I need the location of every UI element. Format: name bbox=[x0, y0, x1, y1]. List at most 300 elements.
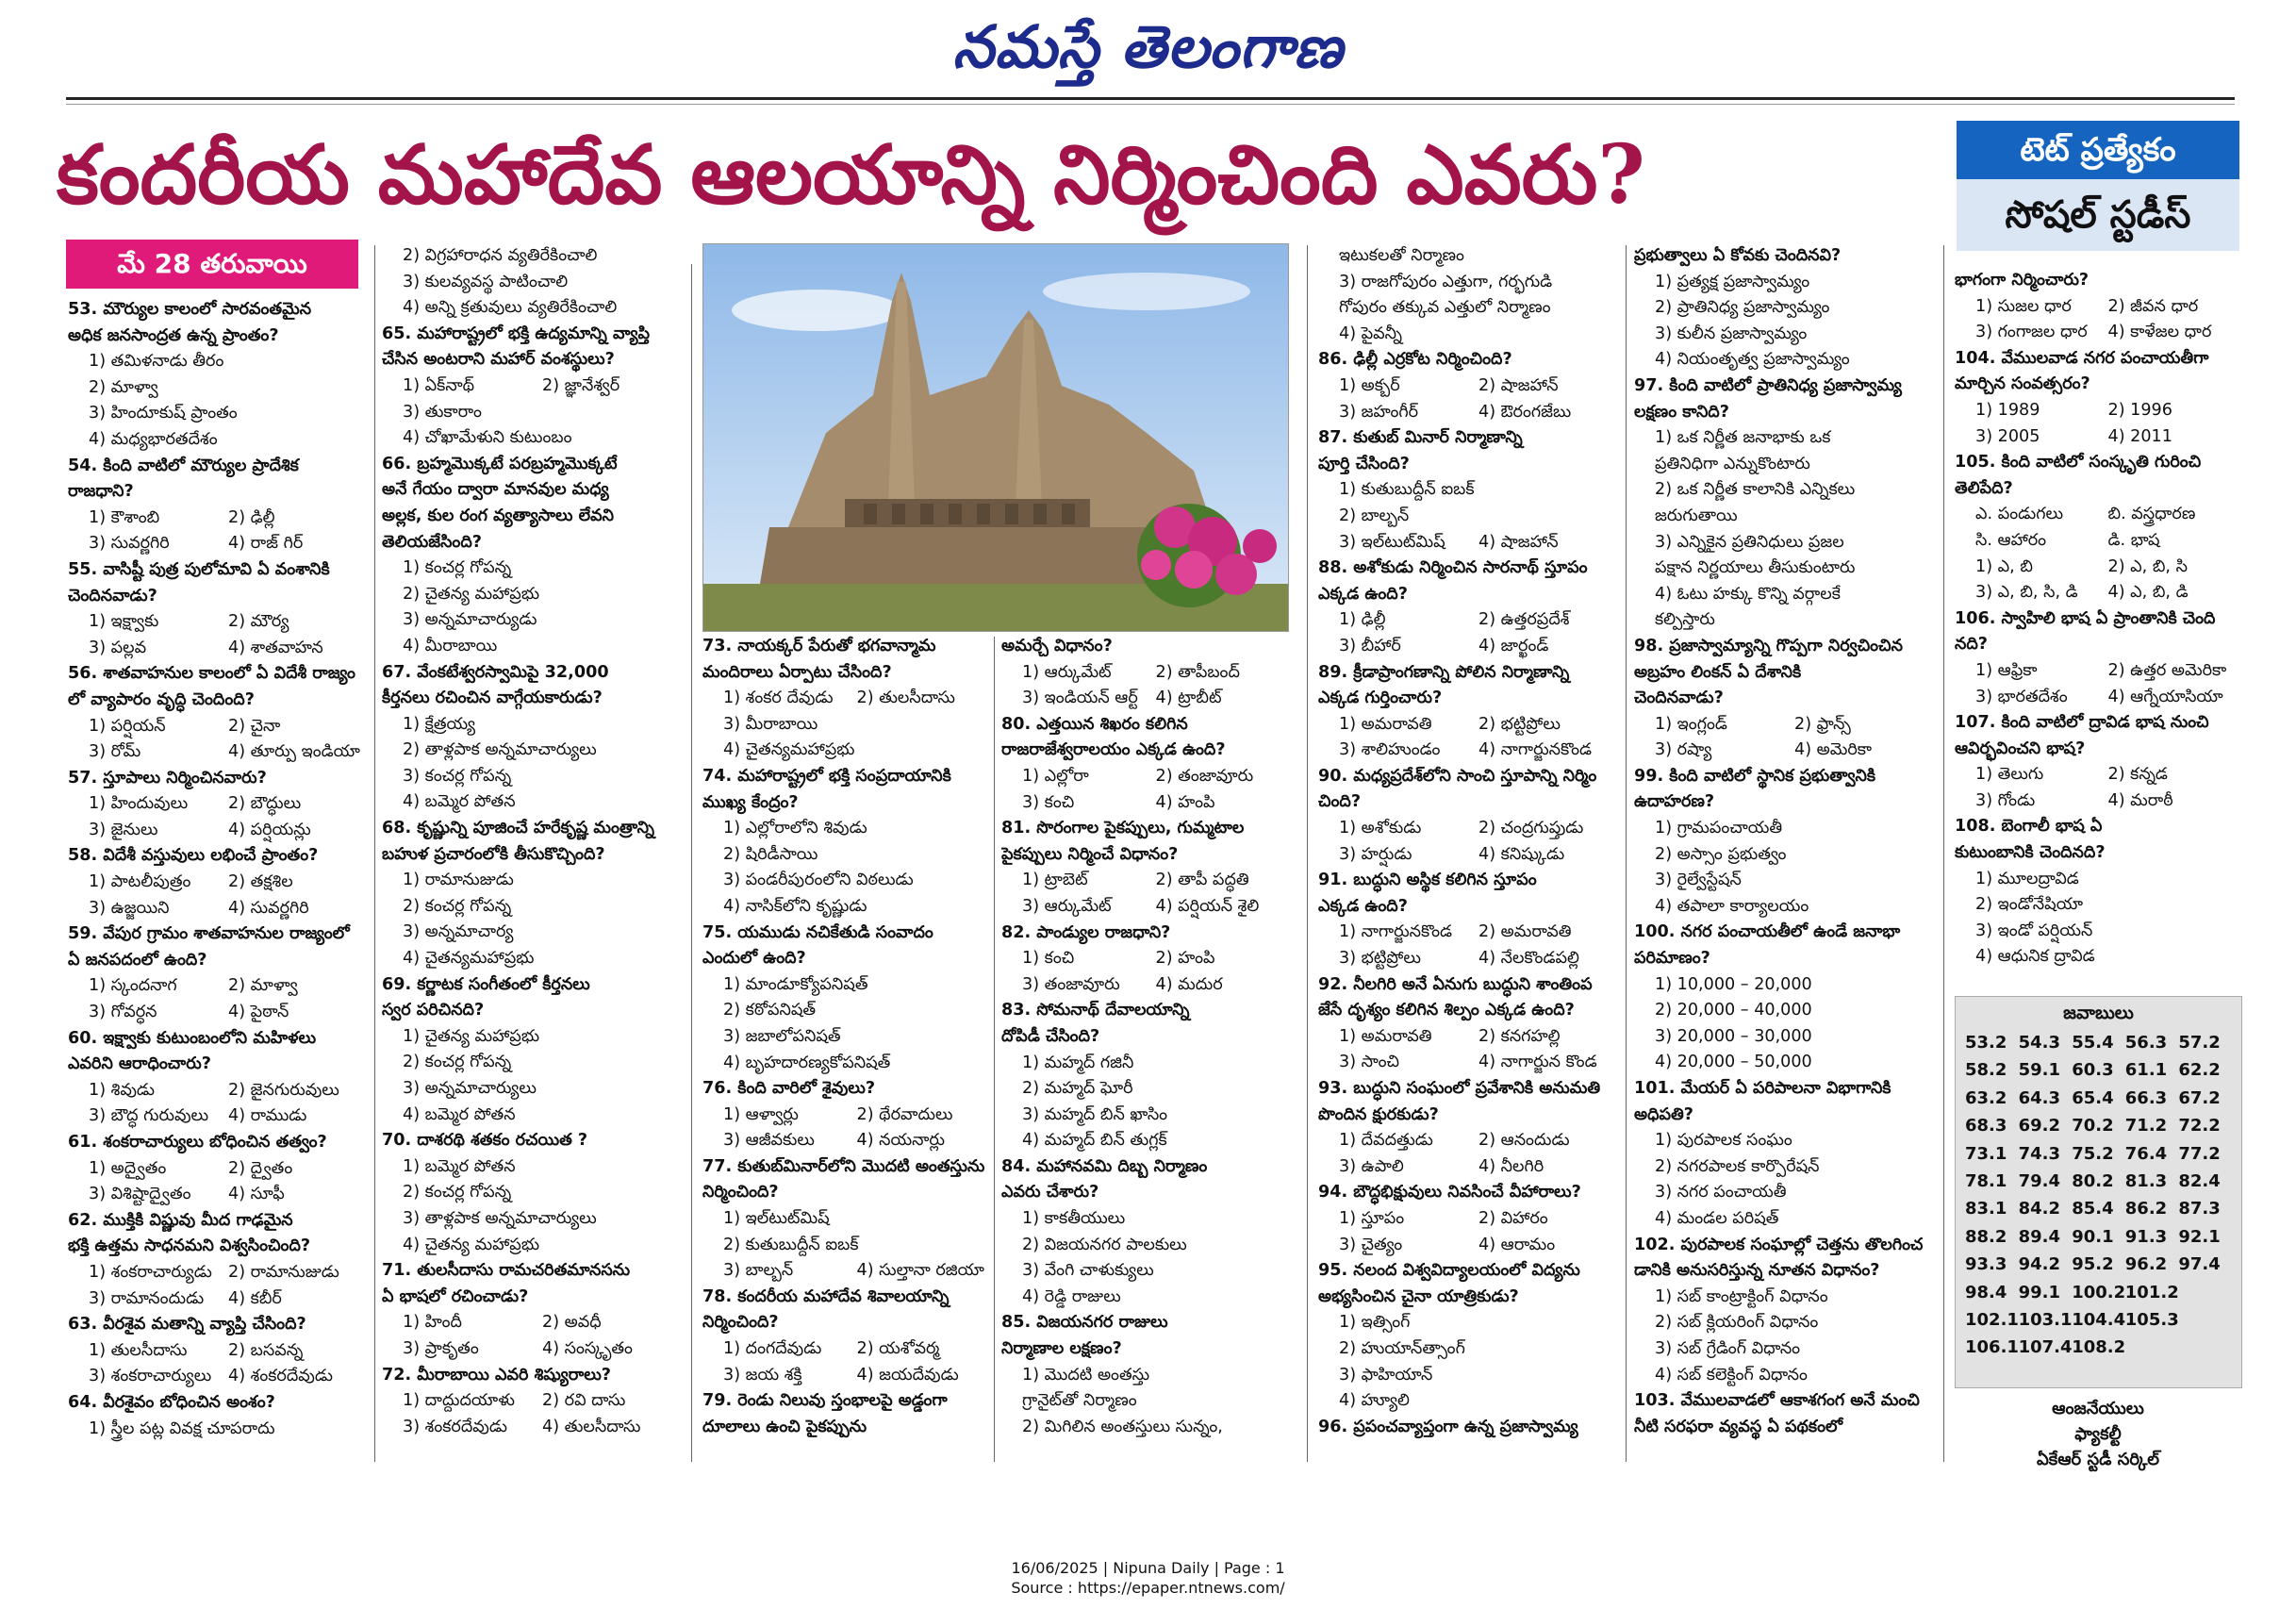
option-text: 1) గ్రామపంచాయతీ bbox=[1655, 819, 1783, 838]
option-text: 3) మీరాబాయి bbox=[723, 714, 818, 734]
option-text: 2) మాళ్వా bbox=[228, 976, 298, 996]
option-pair bbox=[1001, 972, 1289, 999]
option-text: ఇటుకలతో నిర్మాణం bbox=[1339, 246, 1464, 265]
option-pair bbox=[702, 1128, 990, 1154]
question-text: ప్రభుత్వాలు ఏ కోవకు చెందినవి? bbox=[1634, 246, 1842, 265]
question-text: ఏ జనపదంలో ఉంది? bbox=[68, 950, 207, 970]
option-text: 4) హ్యూలి bbox=[1339, 1391, 1410, 1411]
answer-cell: 58.2 bbox=[1965, 1060, 2007, 1081]
option-pair bbox=[1318, 816, 1618, 842]
option-text: 1) 1989 bbox=[1975, 400, 2040, 420]
answer-cell: 102.1 bbox=[1965, 1310, 2019, 1331]
option-text: 3) భారతదేశం bbox=[1975, 687, 2068, 706]
option-text: 4) చోఖామేళుని కుటుంబం bbox=[403, 428, 572, 448]
option-pair bbox=[1955, 658, 2240, 685]
option-text: జరుగుతాయి bbox=[1655, 506, 1738, 525]
option-text: 1) రామానుజుడు bbox=[403, 871, 514, 890]
option-text: 2) ఫ్రాన్స్ bbox=[1794, 714, 1851, 734]
option-text: 2) చైనా bbox=[228, 716, 281, 736]
answer-cell: 88.2 bbox=[1965, 1226, 2007, 1247]
question-text: 53. మౌర్యుల కాలంలో సారవంతమైన bbox=[68, 300, 312, 319]
option-text: 4) జయదేవుడు bbox=[856, 1365, 959, 1385]
question-text: ఎక్కడ గుర్తించారు? bbox=[1318, 688, 1443, 708]
answer-cell: 92.1 bbox=[2178, 1226, 2221, 1247]
option-text: 1) కౌశాంబి bbox=[89, 507, 160, 527]
question-text: భాగంగా నిర్మించారు? bbox=[1955, 271, 2090, 290]
answer-cell: 98.4 bbox=[1965, 1282, 2007, 1302]
option-pair bbox=[1955, 424, 2240, 451]
option-text: 2) రామానుజుడు bbox=[228, 1262, 339, 1282]
option-text: 3) బీహార్ bbox=[1339, 636, 1401, 655]
option-text: 1) మొదటి అంతస్తు bbox=[1022, 1365, 1150, 1385]
option-text: 2) అవధీ bbox=[542, 1313, 602, 1333]
option-text: 4) సుల్తానా రజియా bbox=[856, 1261, 984, 1281]
option-text: 4) తులసీదాసు bbox=[542, 1417, 641, 1436]
option-text: 2) తక్షశిల bbox=[228, 872, 293, 892]
option-text: 1) పర్షియన్ bbox=[89, 716, 166, 736]
option-text: 3) విశిష్టాద్వైతం bbox=[89, 1185, 191, 1204]
answer-cell: 77.2 bbox=[2178, 1143, 2221, 1164]
option-text: 4) చైతన్యమహాప్రభు bbox=[403, 949, 535, 969]
option-pair bbox=[1318, 1154, 1618, 1181]
option-text: 2) విజయనగర పాలకులు bbox=[1022, 1235, 1187, 1254]
option-pair bbox=[382, 1415, 682, 1441]
answer-cell: 82.4 bbox=[2178, 1171, 2221, 1192]
option-text: 4) సువర్ణగిరి bbox=[228, 898, 309, 918]
answer-cell: 59.1 bbox=[2018, 1060, 2061, 1081]
option-pair bbox=[1318, 1050, 1618, 1076]
option-text: ప్రతినిధిగా ఎన్నుకొంటారు bbox=[1655, 454, 1810, 473]
option-text: 4) షాజహాన్ bbox=[1478, 532, 1559, 552]
option-text: 2) ఢిల్లీ bbox=[228, 507, 275, 527]
question-text: నీటి సరఫరా వ్యవస్థ ఏ పథకంలో bbox=[1634, 1417, 1843, 1436]
option-text: 1) మాండూక్యోపనిషత్ bbox=[723, 974, 868, 994]
option-text: 3) నగర పంచాయతీ bbox=[1655, 1183, 1787, 1203]
option-text: 2) రవి దాసు bbox=[542, 1391, 626, 1411]
option-pair bbox=[1318, 920, 1618, 946]
question-text: ఉదాహరణ? bbox=[1634, 792, 1715, 812]
question-text: చేసిన అంటరాని మహార్ వంశస్థులు? bbox=[382, 350, 615, 370]
option-text: 2) చంద్రగుప్తుడు bbox=[1478, 819, 1584, 838]
question-text: 56. శాతవాహనుల కాలంలో ఏ విదేశీ రాజ్యం bbox=[68, 664, 355, 684]
option-text: 3) జహంగీర్ bbox=[1339, 402, 1419, 422]
answer-cell: 94.2 bbox=[2018, 1254, 2061, 1275]
option-text: 4) రాజ్ గిర్ bbox=[228, 534, 304, 554]
option-pair bbox=[1955, 528, 2240, 555]
answer-cell: 53.2 bbox=[1965, 1033, 2007, 1053]
option-text: 2) సబ్ క్లియరింగ్ విధానం bbox=[1655, 1313, 1819, 1333]
question-text: 78. కందరీయ మహాదేవ శివాలయాన్ని bbox=[702, 1286, 950, 1306]
answer-row bbox=[1965, 1029, 2232, 1056]
option-text: 4) రాముడు bbox=[228, 1106, 307, 1126]
question-text: అబ్రహం లింకన్ ఏ దేశానికి bbox=[1634, 662, 1802, 682]
option-text: 1) మూలద్రావిడ bbox=[1975, 869, 2079, 888]
question-text: జేసే దృశ్యం కలిగిన శిల్పం ఎక్కడ ఉంది? bbox=[1318, 1001, 1575, 1020]
answer-row bbox=[1965, 1334, 2232, 1361]
question-text: అనే గేయం ద్వారా మానవుల మధ్య bbox=[382, 480, 609, 500]
question-text: 68. కృష్ణున్ని పూజించే హరేకృష్ణ మంత్రాన్ని bbox=[382, 819, 654, 838]
option-text: 1) పాటలీపుత్రం bbox=[89, 872, 191, 892]
answer-row bbox=[1965, 1085, 2232, 1112]
answer-cell: 76.4 bbox=[2124, 1143, 2168, 1164]
answer-cell: 85.4 bbox=[2072, 1199, 2114, 1219]
question-text: తెలియజేసింది? bbox=[382, 532, 482, 552]
question-text: 73. నాయక్కర్ పేరుతో భగవాన్మామ bbox=[702, 637, 936, 655]
option-text: 3) అన్నమాచార్యులు bbox=[403, 1079, 537, 1098]
option-text: 2) కుతుబుద్దీన్ ఐబక్ bbox=[723, 1235, 859, 1254]
option-text: 1) మహ్మద్ గజినీ bbox=[1022, 1053, 1134, 1072]
author-role: ఫ్యాకల్టీ bbox=[2074, 1424, 2122, 1444]
option-text: 1) ఒక నిర్ణీత జనాభాకు ఒక bbox=[1655, 428, 1831, 448]
option-text: 2) కనగహల్లి bbox=[1478, 1026, 1561, 1046]
question-text: 64. వీరశైవం బోధించిన అంశం? bbox=[68, 1392, 275, 1412]
option-pair bbox=[1955, 502, 2240, 528]
option-pair bbox=[1955, 580, 2240, 606]
answer-row bbox=[1965, 1195, 2232, 1222]
temple-photo bbox=[702, 243, 1289, 632]
option-pair bbox=[1318, 607, 1618, 634]
question-text: 74. మహారాష్ట్రలో భక్తి సంప్రదాయానికి bbox=[702, 766, 951, 786]
option-text: 2) మాళ్వా bbox=[89, 377, 158, 397]
answer-cell bbox=[2125, 1334, 2179, 1361]
question-text: చెందినవాడు? bbox=[1634, 688, 1724, 708]
option-text: 2) బౌద్ధులు bbox=[228, 794, 302, 814]
option-text: 1) ఎ, బి bbox=[1975, 556, 2033, 576]
option-text: 2) నగరపాలక కార్పొరేషన్ bbox=[1655, 1156, 1820, 1176]
question-text: ఆవిర్భవించని భాష? bbox=[1955, 738, 2086, 758]
option-text: 4) మరాఠీ bbox=[2107, 790, 2173, 810]
option-text: 1) కంచర్ల గోపన్న bbox=[403, 558, 512, 578]
option-text: 1) స్తూపం bbox=[1339, 1208, 1405, 1228]
answer-cell: 66.3 bbox=[2124, 1087, 2168, 1108]
question-text: 57. స్తూపాలు నిర్మించినవారు? bbox=[68, 768, 267, 788]
option-text: 4) కబీర్ bbox=[228, 1288, 282, 1308]
question-text: 98. ప్రజాస్వామ్యాన్ని గొప్పగా నిర్వచించిన bbox=[1634, 636, 1903, 655]
option-text: 4) మీరాబాయి bbox=[403, 636, 498, 655]
question-text: 103. వేములవాడలో ఆకాశగంగ అనే మంచి bbox=[1634, 1391, 1920, 1411]
option-text: 3) జబాలోపనిషత్ bbox=[723, 1026, 841, 1046]
option-text: 2) 1996 bbox=[2107, 400, 2172, 420]
answer-cell: 64.3 bbox=[2018, 1087, 2061, 1108]
question-column-5 bbox=[1318, 243, 1618, 1469]
option-text: 4) కనిష్కుడు bbox=[1478, 844, 1565, 864]
option-text: 1) శంకర దేవుడు bbox=[723, 688, 834, 708]
continuation-badge: మే 28 తరువాయి bbox=[66, 240, 358, 289]
option-text: 3) కంచి bbox=[1022, 792, 1075, 812]
option-text: డి. భాష bbox=[2107, 530, 2160, 550]
option-text: 4) హంపి bbox=[1155, 792, 1215, 812]
option-text: 4) చైతన్య మహాప్రభు bbox=[403, 1235, 540, 1254]
option-text: 2) జ్ఞానేశ్వర్ bbox=[542, 375, 620, 395]
question-text: లక్షణం కానిది? bbox=[1634, 402, 1729, 422]
option-text: 3) 20,000 – 30,000 bbox=[1655, 1026, 1812, 1046]
option-text: 1) అమరావతి bbox=[1339, 1026, 1432, 1046]
masthead-thin-rule bbox=[66, 104, 2235, 105]
option-text: గోపురం తక్కువ ఎత్తులో నిర్మాణం bbox=[1339, 298, 1551, 318]
answer-cell: 63.2 bbox=[1965, 1087, 2007, 1108]
option-text: 2) తులసీదాసు bbox=[856, 688, 955, 708]
question-text: 96. ప్రపంచవ్యాప్తంగా ఉన్న ప్రజాస్వామ్య bbox=[1318, 1417, 1578, 1436]
option-text: 3) శాలిహుండం bbox=[1339, 740, 1441, 760]
masthead-rule bbox=[66, 97, 2235, 100]
option-pair bbox=[1318, 842, 1618, 869]
option-text: 2) ఆనందుడు bbox=[1478, 1131, 1570, 1151]
option-text: 4) ట్రాబీట్ bbox=[1155, 688, 1222, 708]
option-text: 3) రష్యా bbox=[1655, 740, 1712, 760]
answer-row bbox=[1965, 1112, 2232, 1139]
option-pair bbox=[1318, 1128, 1618, 1154]
option-text: 3) గోవర్ధన bbox=[89, 1003, 157, 1022]
option-pair bbox=[1955, 762, 2240, 788]
option-text: 3) జయ శక్తి bbox=[723, 1365, 802, 1385]
option-pair bbox=[1001, 686, 1289, 712]
option-text: 2) ఉత్తరప్రదేశ్ bbox=[1478, 610, 1570, 630]
option-text: 4) నాసిక్‌లోని కృష్ణుడు bbox=[723, 896, 867, 916]
option-text: 3) కంచర్ల గోపన్న bbox=[403, 766, 512, 786]
question-text: 65. మహారాష్ట్రలో భక్తి ఉద్యమాన్ని వ్యాప్తి bbox=[382, 323, 651, 343]
question-text: 84. మహానవమి దిబ్బ నిర్మాణం bbox=[1001, 1156, 1208, 1176]
question-text: 77. కుతుబ్‌మినార్‌లోని మొదటి అంతస్తును bbox=[702, 1156, 985, 1176]
option-text: 4) మదుర bbox=[1155, 974, 1223, 994]
option-text: బి. వస్త్రధారణ bbox=[2107, 505, 2196, 524]
option-pair bbox=[382, 1310, 682, 1336]
question-text: 63. వీరశైవ మతాన్ని వ్యాప్తి చేసింది? bbox=[68, 1315, 306, 1335]
answer-cell: 86.2 bbox=[2124, 1199, 2168, 1219]
question-text: 105. కింది వాటిలో సంస్కృతి గురించి bbox=[1955, 453, 2202, 473]
option-text: 4) చైతన్యమహాప్రభు bbox=[723, 740, 855, 760]
option-text: 3) వేంగి చాళుక్యులు bbox=[1022, 1261, 1154, 1281]
option-text: 1) దేవదత్తుడు bbox=[1339, 1131, 1433, 1151]
subject-label: సోషల్ స్టడీస్ bbox=[1957, 179, 2239, 251]
question-text: 93. బుద్ధుని సంఘంలో ప్రవేశానికి అనుమతి bbox=[1318, 1079, 1601, 1098]
option-text: 3) బాల్బన్ bbox=[723, 1261, 794, 1281]
option-pair bbox=[382, 1388, 682, 1415]
question-text: 101. మేయర్ ఏ పరిపాలనా విభాగానికి bbox=[1634, 1079, 1891, 1098]
question-text: నిర్మించింది? bbox=[702, 1313, 779, 1333]
answer-key-grid bbox=[1956, 1029, 2241, 1362]
option-pair bbox=[702, 1258, 990, 1285]
question-text: 83. సోమనాథ్ దేవాలయాన్ని bbox=[1001, 1001, 1190, 1020]
option-text: 2) థేరవాదులు bbox=[856, 1104, 953, 1124]
answer-row bbox=[1965, 1306, 2232, 1334]
option-text: 1) స్కందనాగ bbox=[89, 976, 177, 996]
option-text: 2) ప్రాతినిధ్య ప్రజాస్వామ్యం bbox=[1655, 298, 1830, 318]
answer-cell: 75.2 bbox=[2072, 1143, 2114, 1164]
option-text: 4) నయనార్లు bbox=[856, 1131, 945, 1151]
option-text: 3) ఆజీవకులు bbox=[723, 1131, 815, 1151]
temple-image bbox=[703, 244, 1288, 631]
question-text: ఏ భాషలో రచించాడు? bbox=[382, 1286, 529, 1306]
option-text: 2) విహారం bbox=[1478, 1208, 1548, 1228]
question-text: 99. కింది వాటిలో స్థానిక ప్రభుత్వానికి bbox=[1634, 766, 1876, 786]
question-text: ఎక్కడ ఉంది? bbox=[1318, 896, 1408, 916]
question-text: 62. ముక్తికి విష్ణువు మీద గాఢమైన bbox=[68, 1210, 293, 1230]
option-pair bbox=[68, 896, 368, 922]
option-pair bbox=[702, 1336, 990, 1363]
option-text: 3) శంకరాచార్యులు bbox=[89, 1367, 212, 1386]
option-text: 3) సువర్ణగిరి bbox=[89, 534, 170, 554]
question-text: అధిక జనసాంద్రత ఉన్న ప్రాంతం? bbox=[68, 325, 279, 345]
question-text: నిర్మించింది? bbox=[702, 1183, 779, 1203]
option-text: 3) బౌద్ధ గురువులు bbox=[89, 1106, 209, 1126]
option-text: 3) 2005 bbox=[1975, 426, 2040, 446]
question-text: 106. స్వాహిలి భాష ఏ ప్రాంతానికి చెంది bbox=[1955, 608, 2216, 628]
answer-row bbox=[1965, 1279, 2232, 1306]
option-pair bbox=[1001, 946, 1289, 972]
option-text: 2) జైనగురువులు bbox=[228, 1080, 339, 1100]
answer-cell: 105.3 bbox=[2124, 1310, 2179, 1331]
option-text: 2) అమరావతి bbox=[1478, 922, 1572, 942]
option-text: 1) ఢిల్లీ bbox=[1339, 610, 1386, 630]
option-text: 2) కంచర్ల గోపన్న bbox=[403, 1183, 512, 1203]
option-text: 4) ఔరంగజేబు bbox=[1478, 402, 1572, 422]
option-text: 1) తులసీదాసు bbox=[89, 1340, 188, 1360]
question-text: చింది? bbox=[1318, 792, 1362, 812]
option-pair bbox=[1318, 634, 1618, 660]
option-text: 4) నియంతృత్వ ప్రజాస్వామ్యం bbox=[1655, 350, 1850, 370]
answer-cell: 84.2 bbox=[2018, 1199, 2061, 1219]
answer-cell: 65.4 bbox=[2072, 1087, 2114, 1108]
option-text: 3) ఎన్నికైన ప్రతినిధులు ప్రజల bbox=[1655, 532, 1844, 552]
column-divider bbox=[994, 637, 995, 1462]
option-pair bbox=[1318, 1233, 1618, 1259]
option-pair bbox=[702, 1103, 990, 1129]
option-text: 2) తాపీ పద్ధతి bbox=[1155, 871, 1249, 890]
question-text: పైకప్పులు నిర్మించే విధానం? bbox=[1001, 844, 1179, 864]
option-pair bbox=[1001, 790, 1289, 817]
option-pair bbox=[1955, 320, 2240, 346]
option-text: 1) 10,000 – 20,000 bbox=[1655, 974, 1812, 994]
question-text: 60. ఇక్ష్వాకు కుటుంబంలోని మహిళలు bbox=[68, 1028, 317, 1048]
option-text: 3) సబ్ గ్రేడింగ్ విధానం bbox=[1655, 1338, 1801, 1358]
answer-row bbox=[1965, 1251, 2232, 1278]
question-text: ఎవరిని ఆరాధించారు? bbox=[68, 1054, 211, 1074]
option-pair bbox=[1318, 400, 1618, 426]
question-text: స్వర పరిచినది? bbox=[382, 1001, 485, 1020]
option-text: 1) కాకతీయులు bbox=[1022, 1209, 1126, 1229]
option-text: 1) ప్రత్యక్ష ప్రజాస్వామ్యం bbox=[1655, 272, 1810, 291]
option-pair bbox=[68, 609, 368, 636]
option-pair bbox=[68, 818, 368, 844]
question-text: పొందిన క్షురకుడు? bbox=[1318, 1104, 1439, 1124]
question-column-6 bbox=[1634, 243, 1934, 1469]
question-text: 71. తులసీదాసు రామచరితమానసను bbox=[382, 1261, 631, 1281]
question-text: 92. నీలగిరి అనే ఏనుగు బుద్ధుని శాంతింప bbox=[1318, 974, 1593, 994]
answer-cell bbox=[2178, 1279, 2232, 1306]
option-text: 1) అద్వైతం bbox=[89, 1158, 167, 1178]
question-text: 104. వేములవాడ నగర పంచాయతీగా bbox=[1955, 348, 2209, 368]
option-text: గ్రానైట్‌తో నిర్మాణం bbox=[1022, 1391, 1137, 1411]
answer-cell: 87.3 bbox=[2178, 1199, 2221, 1219]
option-pair bbox=[1001, 868, 1289, 894]
option-text: 2) షాజహాన్ bbox=[1478, 375, 1559, 395]
answer-cell: 99.1 bbox=[2018, 1282, 2061, 1302]
option-text: 3) సాంచి bbox=[1339, 1053, 1399, 1072]
column-divider bbox=[374, 245, 375, 1462]
question-column-4 bbox=[1001, 634, 1289, 1464]
option-text: 1) దంగదేవుడు bbox=[723, 1339, 822, 1359]
option-text: 4) బమ్మెర పోతన bbox=[403, 792, 516, 812]
question-column-3 bbox=[702, 634, 990, 1464]
option-pair bbox=[68, 1364, 368, 1390]
option-text: 4) సబ్ కలెక్టింగ్ విధానం bbox=[1655, 1365, 1808, 1385]
answer-cell: 93.3 bbox=[1965, 1254, 2007, 1275]
option-text: 4) శంకరదేవుడు bbox=[228, 1367, 333, 1386]
option-text: 3) రాజగోపురం ఎత్తుగా, గర్భగుడి bbox=[1339, 272, 1553, 291]
answer-cell: 68.3 bbox=[1965, 1116, 2007, 1136]
answer-cell: 67.2 bbox=[2178, 1087, 2221, 1108]
question-text: రాజరాజేశ్వరాలయం ఎక్కడ ఉంది? bbox=[1001, 740, 1226, 760]
option-text: 2) భట్టిప్రోలు bbox=[1478, 714, 1561, 734]
option-text: 4) మండల పరిషత్ bbox=[1655, 1208, 1779, 1228]
option-pair bbox=[68, 791, 368, 818]
option-text: 3) ఇండియన్ ఆర్ట్ bbox=[1022, 688, 1138, 708]
answer-cell: 103.1 bbox=[2018, 1310, 2073, 1331]
option-text: 4) ఆగ్నేయాసియా bbox=[2107, 687, 2223, 706]
answer-cell: 73.1 bbox=[1965, 1143, 2007, 1164]
option-text: 2) హుయాన్‌త్సాంగ్ bbox=[1339, 1338, 1465, 1358]
answer-cell: 107.4 bbox=[2018, 1337, 2073, 1358]
question-text: నది? bbox=[1955, 635, 1988, 655]
option-text: 4) జార్ఖండ్ bbox=[1478, 636, 1549, 655]
answer-cell: 96.2 bbox=[2124, 1254, 2168, 1275]
option-text: 4) అమెరికా bbox=[1794, 740, 1873, 760]
option-text: 3) ఎ, బి, సి, డి bbox=[1975, 583, 2078, 603]
option-text: 2) బాల్బన్ bbox=[1339, 506, 1410, 525]
answer-cell: 61.1 bbox=[2124, 1060, 2168, 1081]
option-text: 4) బమ్మెర పోతన bbox=[403, 1104, 516, 1124]
option-text: 2) మౌర్య bbox=[228, 612, 289, 632]
option-text: 1) సబ్ కాంట్రాక్టింగ్ విధానం bbox=[1655, 1286, 1828, 1306]
question-text: ఎవరు చేశారు? bbox=[1001, 1183, 1099, 1203]
answer-row bbox=[1965, 1168, 2232, 1195]
option-text: 1) ఇల్‌టుట్‌మిష్ bbox=[723, 1209, 830, 1229]
option-text: 3) మహ్మద్ బిన్ ఖాసిం bbox=[1022, 1104, 1168, 1124]
answer-cell: 54.3 bbox=[2018, 1033, 2061, 1053]
option-pair bbox=[68, 973, 368, 1000]
question-text: 61. శంకరాచార్యులు బోధించిన తత్వం? bbox=[68, 1133, 327, 1152]
option-text: 3) ఆర్కుమేట్ bbox=[1022, 896, 1112, 916]
option-text: పక్షాన నిర్ణయాలు తీసుకుంటారు bbox=[1655, 558, 1856, 578]
question-text: ముఖ్య కేంద్రం? bbox=[702, 792, 799, 812]
option-text: 3) ఇండో పర్షియన్ bbox=[1975, 921, 2093, 940]
option-text: 2) కన్నడ bbox=[2107, 765, 2168, 785]
question-text: పూర్తి చేసింది? bbox=[1318, 454, 1410, 473]
option-text: 1) శివుడు bbox=[89, 1080, 155, 1100]
option-text: 2) బసవన్న bbox=[228, 1340, 304, 1360]
option-text: 2) ద్వైతం bbox=[228, 1158, 293, 1178]
option-text: 4) ఎ, బి, డి bbox=[2107, 583, 2189, 603]
option-text: 4) అన్ని క్రతువులు వ్యతిరేకించాలి bbox=[403, 298, 618, 318]
option-text: 1) ఏక్‌నాథ్ bbox=[403, 375, 475, 395]
option-text: 2) జీవన ధార bbox=[2107, 296, 2199, 316]
option-text: 1) దాద్దుదయాళు bbox=[403, 1391, 515, 1411]
option-pair bbox=[1318, 738, 1618, 764]
option-text: 1) ట్రాబెట్ bbox=[1022, 871, 1088, 890]
footer-source-line: Source : https://epaper.ntnews.com/ bbox=[1011, 1579, 1285, 1597]
question-text: ఎందులో ఉంది? bbox=[702, 949, 806, 969]
option-text: 4) నాగార్జునకొండ bbox=[1478, 740, 1593, 760]
option-text: 1) స్త్రీల పట్ల వివక్ష చూపరాదు bbox=[89, 1418, 275, 1438]
answer-cell: 78.1 bbox=[1965, 1171, 2007, 1192]
option-text: 3) పల్లవ bbox=[89, 638, 147, 657]
option-text: 3) రైల్వేస్టేషన్ bbox=[1655, 871, 1742, 890]
option-text: 2) 20,000 – 40,000 bbox=[1655, 1001, 1812, 1020]
question-text: మందిరాలు ఏర్పాటు చేసింది? bbox=[702, 662, 892, 682]
question-text: 54. కింది వాటిలో మౌర్యుల ప్రాదేశిక bbox=[68, 456, 299, 475]
answer-cell: 79.4 bbox=[2018, 1171, 2061, 1192]
option-text: 4) 2011 bbox=[2107, 426, 2172, 446]
